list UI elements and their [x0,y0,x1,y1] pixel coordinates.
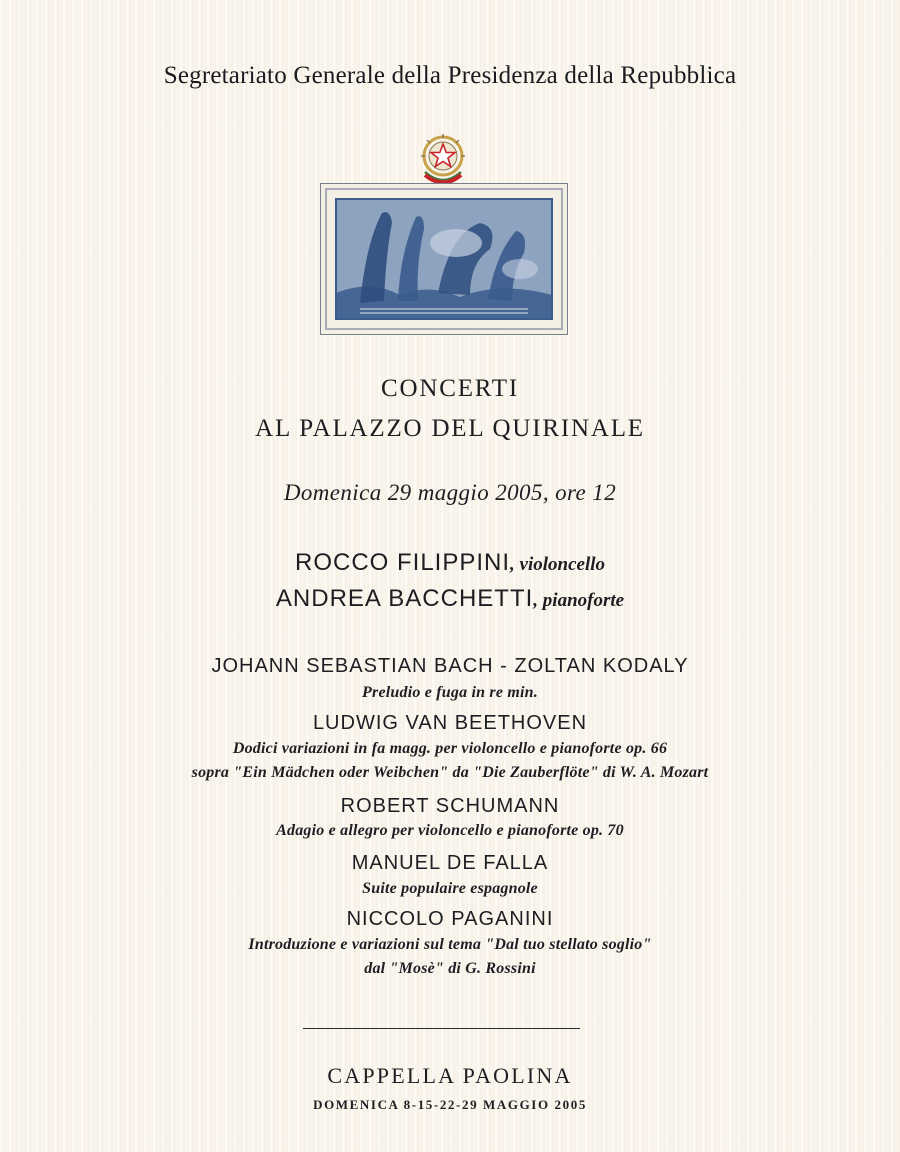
work-title: Suite populaire espagnole [362,880,538,897]
performer-name: ANDREA BACCHETTI [275,585,534,612]
performer-cellist [0,549,900,577]
work-title: Dodici variazioni in fa magg. per violoncello e pianoforte op. 66 [232,740,668,757]
performer-pianist [0,585,900,613]
work-title: Introduzione e variazioni sul tema "Dal tuo stellato soglio" [248,936,652,953]
concert-series-title: CONCERTI [381,375,519,402]
composer-bach-kodaly: JOHANN SEBASTIAN BACH - ZOLTAN KODALY [211,655,689,677]
performer-role: , violoncello [510,554,605,575]
composer-schumann: ROBERT SCHUMANN [340,795,560,817]
italian-republic-emblem-icon [416,132,470,190]
chariot-engraving-icon [320,183,568,335]
footer-venue: CAPPELLA PAOLINA [327,1063,573,1088]
concert-venue-title: AL PALAZZO DEL QUIRINALE [255,415,645,442]
composer-de-falla: MANUEL DE FALLA [351,852,549,874]
work-title: Preludio e fuga in re min. [362,684,538,701]
composer-paganini: NICCOLO PAGANINI [346,908,554,930]
work-title: sopra "Ein Mädchen oder Weibchen" da "Die Zauberflöte" di W. A. Mozart [191,764,709,781]
performer-name: ROCCO FILIPPINI [294,549,511,576]
organization-header: Segretariato Generale della Presidenza della Repubblica [163,62,737,89]
work-title: dal "Mosè" di G. Rossini [364,960,536,977]
work-title: Adagio e allegro per violoncello e pianoforte op. 70 [276,822,624,839]
performer-role: , pianoforte [533,590,625,611]
footer-dates: DOMENICA 8-15-22-29 MAGGIO 2005 [313,1097,587,1112]
divider [303,1028,580,1029]
composer-beethoven: LUDWIG VAN BEETHOVEN [312,712,588,734]
concert-date: Domenica 29 maggio 2005, ore 12 [283,480,617,505]
